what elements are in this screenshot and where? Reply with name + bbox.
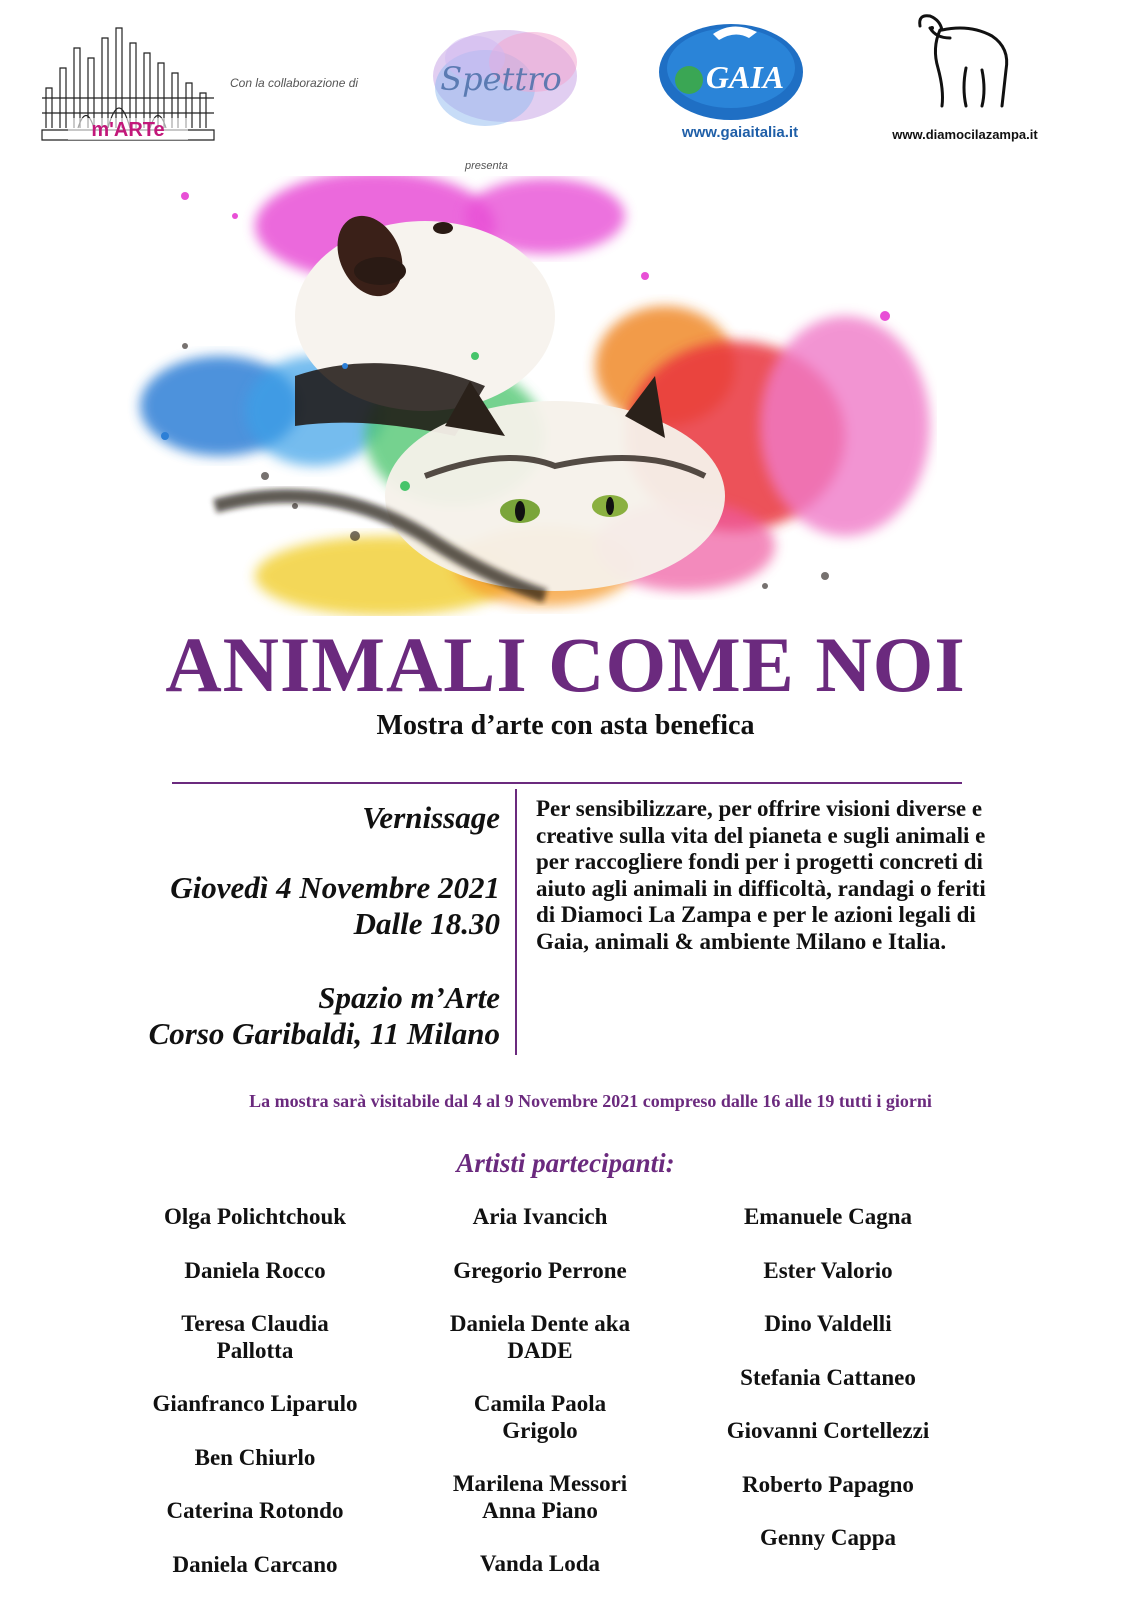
- diamoci-la-zampa-url[interactable]: www.diamocilazampa.it: [892, 127, 1038, 142]
- artist-name: Daniela Rocco: [184, 1257, 326, 1283]
- cathedral-sketch-icon: [38, 18, 218, 146]
- artist-name: Ester Valorio: [763, 1257, 893, 1283]
- artist-name: Daniela Carcano: [172, 1551, 338, 1577]
- vernissage-label: Vernissage: [362, 800, 500, 835]
- venue-address: Corso Garibaldi, 11 Milano: [148, 1016, 500, 1051]
- artist-name: Olga Polichtchouk: [163, 1204, 347, 1229]
- artist-name: Teresa Claudia Pallotta: [181, 1311, 329, 1363]
- artists-column-3: [678, 1204, 978, 1579]
- spettro-logo: [405, 18, 597, 142]
- event-subtitle: Mostra d’arte con asta benefica: [376, 710, 755, 741]
- marte-logo: [38, 18, 218, 146]
- artist-name: Aria Ivancich: [472, 1204, 608, 1229]
- diamoci-la-zampa-logo: [910, 8, 1020, 118]
- hero-artwork: [125, 176, 937, 616]
- artists-column-2: [390, 1204, 690, 1605]
- artist-name: Camila Paola Grigolo: [473, 1391, 607, 1443]
- artist-name: Ben Chiurlo: [194, 1444, 316, 1470]
- spettro-logo-text: Spettro: [440, 60, 562, 98]
- event-title: ANIMALI COME NOI: [165, 621, 966, 708]
- venue-name: Spazio m’Arte: [318, 980, 500, 1015]
- artist-name: Gianfranco Liparulo: [152, 1391, 358, 1416]
- artist-name: Gregorio Perrone: [453, 1257, 627, 1283]
- divider-horizontal: [172, 782, 962, 784]
- vernissage-time: Dalle 18.30: [353, 906, 500, 941]
- artist-name: Giovanni Cortellezzi: [726, 1418, 930, 1443]
- artists-heading: Artisti partecipanti:: [456, 1148, 675, 1178]
- event-description: Per sensibilizzare, per offrire visioni diverse e creative sulla vita del pianeta e sugli animali e per raccogliere fondi per i progetti concreti di aiuto agli animali in difficoltà, randagi o feriti di Diamoci La Zampa e per le azioni legali di Gaia, animali & ambiente Milano e Italia.: [536, 796, 986, 954]
- artist-name: Marilena Messori Anna Piano: [452, 1471, 628, 1523]
- artist-name: Emanuele Cagna: [743, 1204, 913, 1229]
- gaia-url[interactable]: www.gaiaitalia.it: [681, 124, 799, 141]
- visit-info: La mostra sarà visitabile dal 4 al 9 Novembre 2021 compreso dalle 16 alle 19 tutti i giorni: [249, 1091, 932, 1111]
- divider-vertical: [515, 789, 517, 1055]
- artist-name: Caterina Rotondo: [166, 1498, 344, 1523]
- collaboration-text: Con la collaborazione di: [230, 76, 359, 90]
- vernissage-date: Giovedì 4 Novembre 2021: [170, 870, 500, 905]
- presenta-text: presenta: [465, 160, 508, 172]
- bear-outline-icon: [910, 8, 1020, 118]
- artist-name: Dino Valdelli: [764, 1311, 892, 1336]
- artist-name: Daniela Dente aka DADE: [449, 1311, 631, 1363]
- artist-name: Genny Cappa: [759, 1525, 897, 1550]
- gaia-logo-text: GAIA: [705, 59, 785, 95]
- marte-logo-text: m'ARTe: [91, 119, 165, 141]
- artist-name: Vanda Loda: [480, 1551, 600, 1576]
- artists-column-1: [105, 1204, 405, 1605]
- artist-name: Stefania Cattaneo: [740, 1364, 916, 1390]
- artist-name: Roberto Papagno: [742, 1471, 914, 1497]
